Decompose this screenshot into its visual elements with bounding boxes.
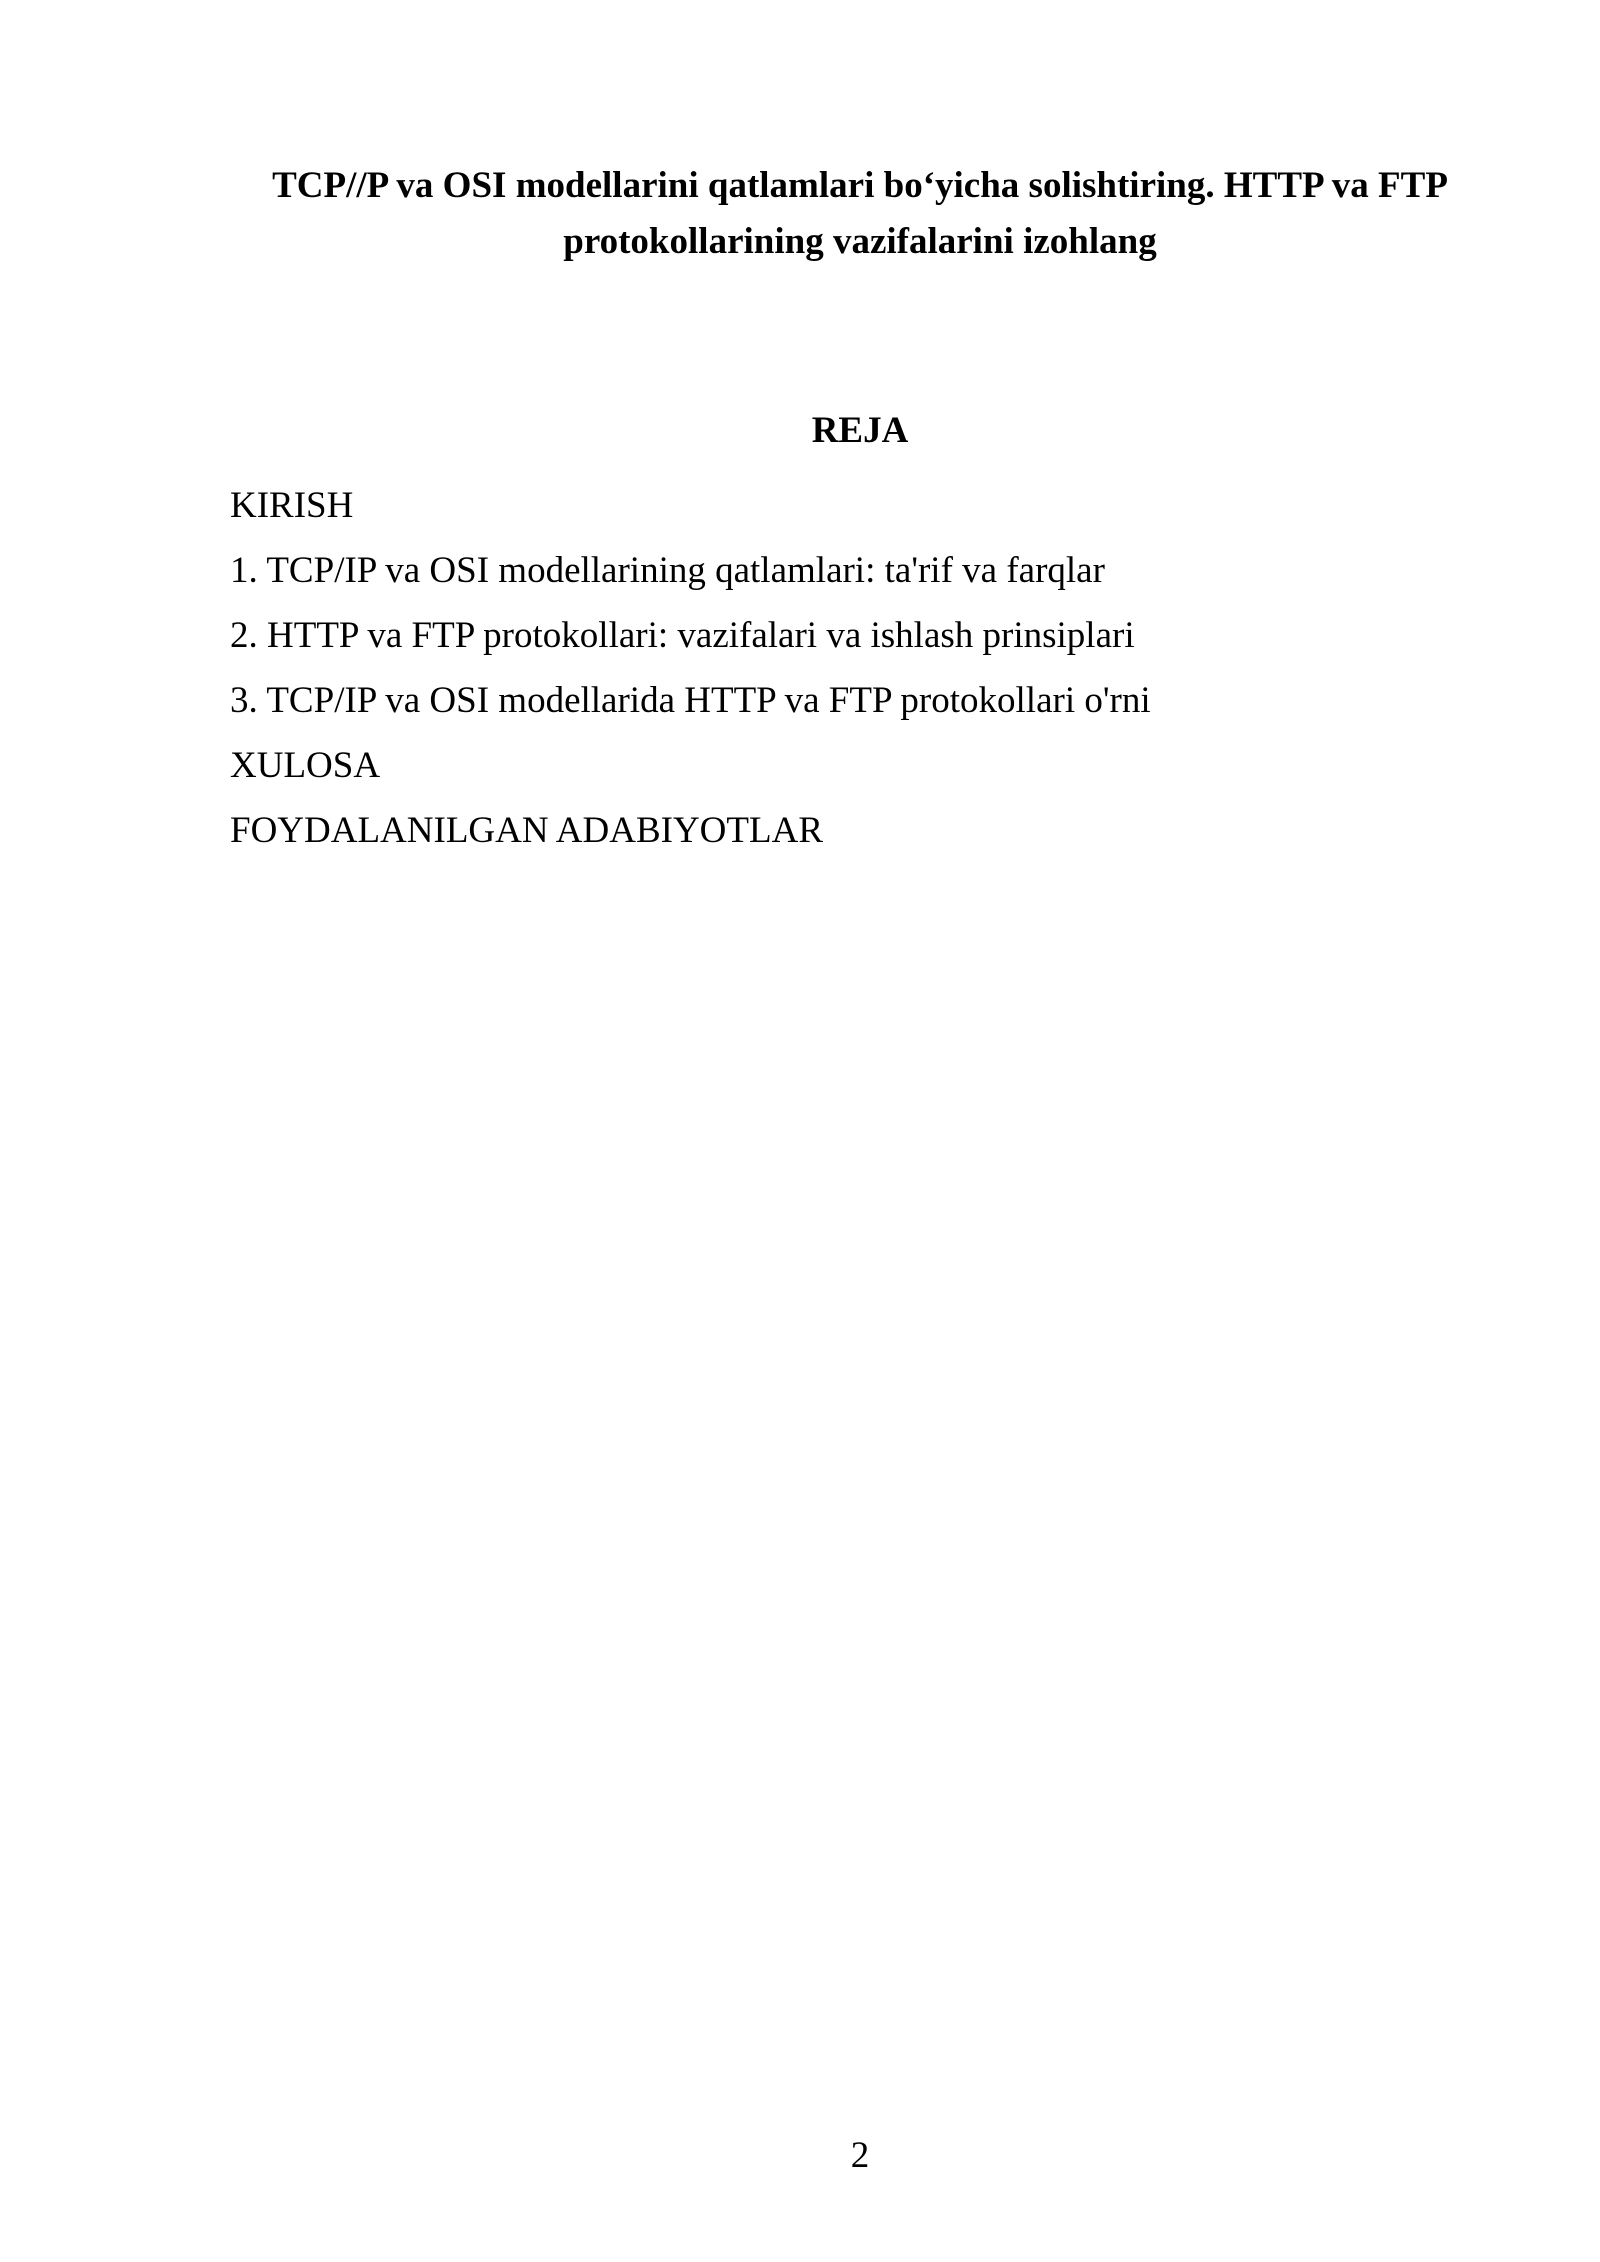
toc-item-section-1: 1. TCP/IP va OSI modellarining qatlamlari: ta'rif va farqlar [230, 550, 1105, 591]
table-of-contents [230, 473, 1490, 863]
toc-item-section-2: 2. HTTP va FTP protokollari: vazifalari va ishlash prinsiplari [230, 615, 1135, 656]
document-title-line-2: protokollarining vazifalarini izohlang [563, 221, 1157, 262]
document-title-line-1: TCP//P va OSI modellarini qatlamlari bo‘yicha solishtiring. HTTP va FTP [272, 165, 1448, 206]
toc-item-introduction: KIRISH [230, 485, 354, 526]
plan-heading: REJA [811, 410, 909, 451]
toc-item-references: FOYDALANILGAN ADABIYOTLAR [230, 810, 823, 851]
toc-item-section-3: 3. TCP/IP va OSI modellarida HTTP va FTP protokollari o'rni [230, 680, 1151, 721]
toc-item-conclusion: XULOSA [230, 745, 381, 786]
document-title [230, 158, 1490, 270]
page-number: 2 [850, 2135, 870, 2176]
